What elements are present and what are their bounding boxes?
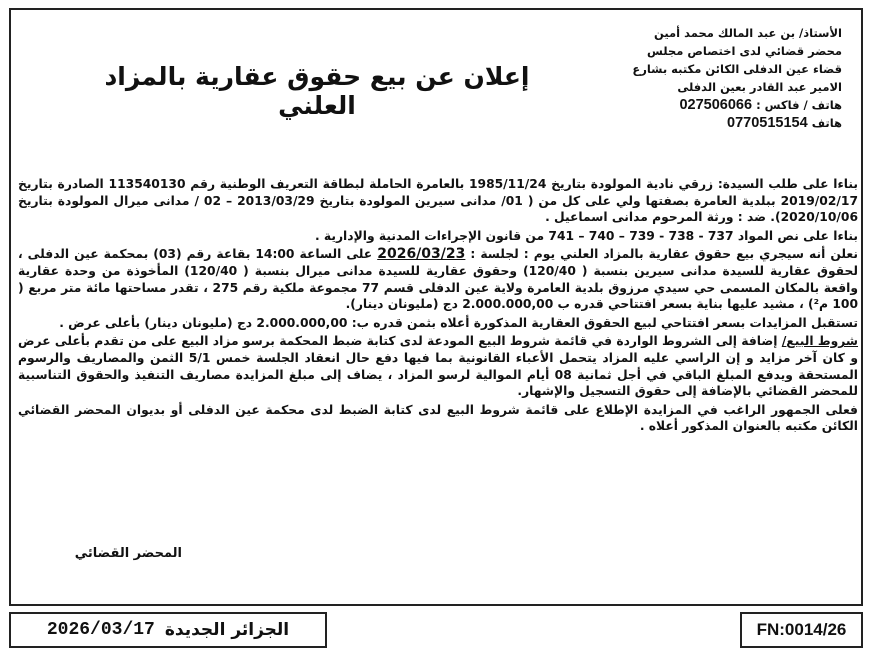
body-paragraph: بناءا على نص المواد 737 - 738 - 739 – 740 – 741 من قانون الإجراءات المدنية والإدارية . xyxy=(314,228,858,243)
office-phone xyxy=(602,114,842,132)
office-line: الأستاذ/ بن عبد المالك محمد أمين xyxy=(654,26,842,40)
auction-details: على الساعة 14:00 بقاعة رقم (03) بمحكمة عين الدفلى ، لحقوق عقارية للسيدة مدانى سيرين بنسبة ( 120/40) وحقوق عقارية للسيدة مدانى ميرال بنسبة ( 120/40) المأخوذة من وحدة عقارية واقعة بالمكان المسمى حي سيدي مرزوق بلدية العامرة ولاية عين الدفلى قسم 77 مجموعة ملكية رقم 275 ، تقدر مساحتها مائة متر مربع ( 100 م²) ، مشيد عليها بناية بسعر افتتاحي قدره ب 2.000.000,00 دج (مليونان دينار). xyxy=(18,247,859,312)
notice-body xyxy=(18,176,858,437)
office-phone-fax xyxy=(602,96,842,114)
body-paragraph: فعلى الجمهور الراغب في المزايدة الإطلاع على قائمة شروط البيع لدى كتابة الضبط لدى محكمة عين الدفلى أو بديوان المحضر القضائي الكائن مكتبه بالعنوان المذكور أعلاه . xyxy=(18,402,858,434)
body-paragraph xyxy=(18,246,858,312)
bailiff-office-block xyxy=(602,24,842,132)
auction-intro: نعلن أنه سيجري بيع حقوق عقارية بالمزاد العلني يوم : لجلسة : xyxy=(470,247,858,262)
body-paragraph xyxy=(18,333,858,399)
phone-number: 0770515154 xyxy=(727,115,808,131)
newspaper-box xyxy=(9,612,327,648)
newspaper-name: الجزائر الجديدة xyxy=(164,620,290,640)
office-line: محضر قضائي لدى اختصاص مجلس xyxy=(647,44,842,58)
phone-number: 027506066 xyxy=(679,97,753,113)
phone-label: هاتف / فاكس : xyxy=(756,98,842,112)
reference-code: FN:0014/26 xyxy=(740,612,863,648)
publication-date: 2026/03/17 xyxy=(46,620,155,640)
phone-label: هاتف xyxy=(811,116,842,130)
notice-title: إعلان عن بيع حقوق عقارية بالمزاد العلني xyxy=(104,62,530,120)
auction-date: 2026/03/23 xyxy=(377,246,466,263)
office-line: الامير عبد القادر بعين الدفلى xyxy=(677,80,842,94)
office-line: قضاء عين الدفلى الكائن مكتبه بشارع xyxy=(632,62,842,76)
sale-conditions-label: شروط البيع/ xyxy=(781,334,859,349)
sale-conditions: إضافة إلى الشروط الواردة في قائمة شروط البيع المودعة لدى كتابة ضبط المحكمة برسو مزاد البيع على من تقدم بأعلى عرض و كان آخر مزايد و إن الراسي عليه المزاد يتحمل الأعباء القانونية بما فيها دفع حال انعقاد الجلسة خمس 5/1 الثمن والمصاريف والرسوم المستحقة ويدفع المبلغ الباقي في أجل ثمانية 08 أيام الموالية لرسو المزاد ، يضاف إلى مبلغ المزايدة مصاريف التنفيذ والحقوق التناسبية للمحضر القضائي بالإضافة إلى حقوق التسجيل والإشهار. xyxy=(18,334,858,399)
signature: المحضر القضائي xyxy=(74,546,182,561)
body-paragraph: تستقبل المزايدات بسعر افتتاحي لبيع الحقوق العقارية المذكورة أعلاه بثمن قدره ب: 2.000.000,00 دج (مليونان دينار) بأعلى عرض . xyxy=(59,315,858,330)
body-paragraph: بناءا على طلب السيدة: زرقي نادية المولودة بتاريخ 1985/11/24 بالعامرة الحاملة لبطاقة التعريف الوطنية رقم 113540130 الصادرة بتاريخ 2019/02/17 ببلدية العامرة بصفتها ولي على كل من ( 01/ مدانى سيرين المولودة بتاريخ 2013/03/29 – 02 / مدانى ميرال المولودة بتاريخ 2020/10/06). ضد : ورثة المرحوم مدانى اسماعيل . xyxy=(18,177,859,225)
